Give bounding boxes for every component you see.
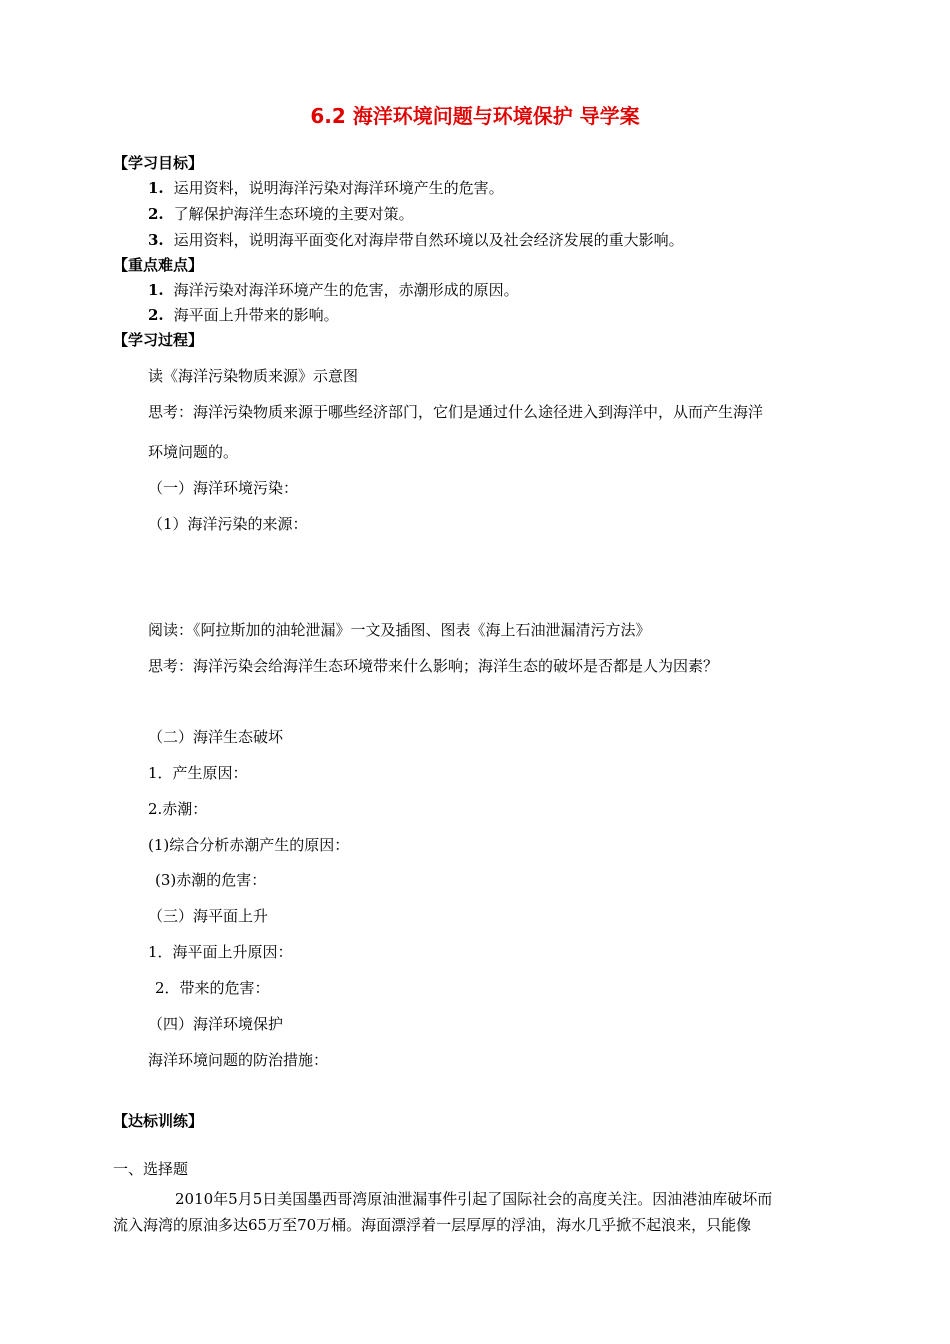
key-point-text: 海平面上升带来的影响。	[173, 306, 339, 324]
question-paragraph: 2010年5月5日美国墨西哥湾原油泄漏事件引起了国际社会的高度关注。因油港油库破坏而	[175, 1190, 773, 1208]
read-instruction-2: 阅读：《阿拉斯加的油轮泄漏》一文及插图、图表《海上石油泄漏清污方法》	[148, 621, 651, 639]
process-heading: 【学习过程】	[113, 331, 204, 349]
think-question: 思考：海洋污染物质来源于哪些经济部门，它们是通过什么途径进入到海洋中，从而产生海洋	[148, 403, 764, 421]
key-points-heading: 【重点难点】	[113, 256, 204, 274]
choice-questions-heading: 一、选择题	[113, 1160, 189, 1178]
key-point-number: 2.	[148, 306, 164, 324]
question-paragraph-continued: 流入海湾的原油多达65万至70万桶。海面漂浮着一层厚厚的浮油，海水几乎掀不起浪来，只能像	[113, 1216, 752, 1234]
section-2-subitem: 1．产生原因：	[148, 764, 248, 782]
key-point-number: 1.	[148, 281, 164, 299]
section-4-subitem: 海洋环境问题的防治措施：	[148, 1051, 329, 1069]
section-2-subitem: 2.赤潮：	[148, 800, 208, 818]
objectives-heading: 【学习目标】	[113, 154, 204, 172]
read-instruction: 读《海洋污染物质来源》示意图	[148, 367, 359, 385]
objective-text: 运用资料，说明海洋污染对海洋环境产生的危害。	[173, 179, 504, 197]
section-heading-1: （一）海洋环境污染：	[148, 479, 299, 497]
think-question-continued: 环境问题的。	[148, 443, 239, 461]
section-2-subitem: (1)综合分析赤潮产生的原因：	[148, 836, 350, 854]
key-point-item	[148, 304, 339, 325]
objective-text: 了解保护海洋生态环境的主要对策。	[173, 205, 414, 223]
key-point-item	[148, 279, 519, 300]
training-heading: 【达标训练】	[113, 1112, 204, 1130]
objective-number: 3.	[148, 231, 164, 249]
section-3-subitem: 1．海平面上升原因：	[148, 943, 293, 961]
section-2-subitem: (3)赤潮的危害：	[155, 871, 267, 889]
key-point-text: 海洋污染对海洋环境产生的危害，赤潮形成的原因。	[173, 281, 519, 299]
section-3-subitem: 2．带来的危害：	[155, 979, 270, 997]
objective-text: 运用资料，说明海平面变化对海岸带自然环境以及社会经济发展的重大影响。	[173, 231, 684, 249]
objective-number: 1.	[148, 179, 164, 197]
objective-number: 2.	[148, 205, 164, 223]
objective-item	[148, 177, 504, 198]
section-heading-3: （三）海平面上升	[148, 907, 269, 925]
objective-item	[148, 203, 414, 224]
objective-item	[148, 229, 684, 250]
section-heading-4: （四）海洋环境保护	[148, 1015, 284, 1033]
page-title: 6.2 海洋环境问题与环境保护 导学案	[310, 104, 640, 128]
think-question-2: 思考：海洋污染会给海洋生态环境带来什么影响；海洋生态的破坏是否都是人为因素？	[148, 657, 719, 675]
section-1-subitem: （1）海洋污染的来源：	[148, 515, 308, 533]
section-heading-2: （二）海洋生态破坏	[148, 728, 284, 746]
